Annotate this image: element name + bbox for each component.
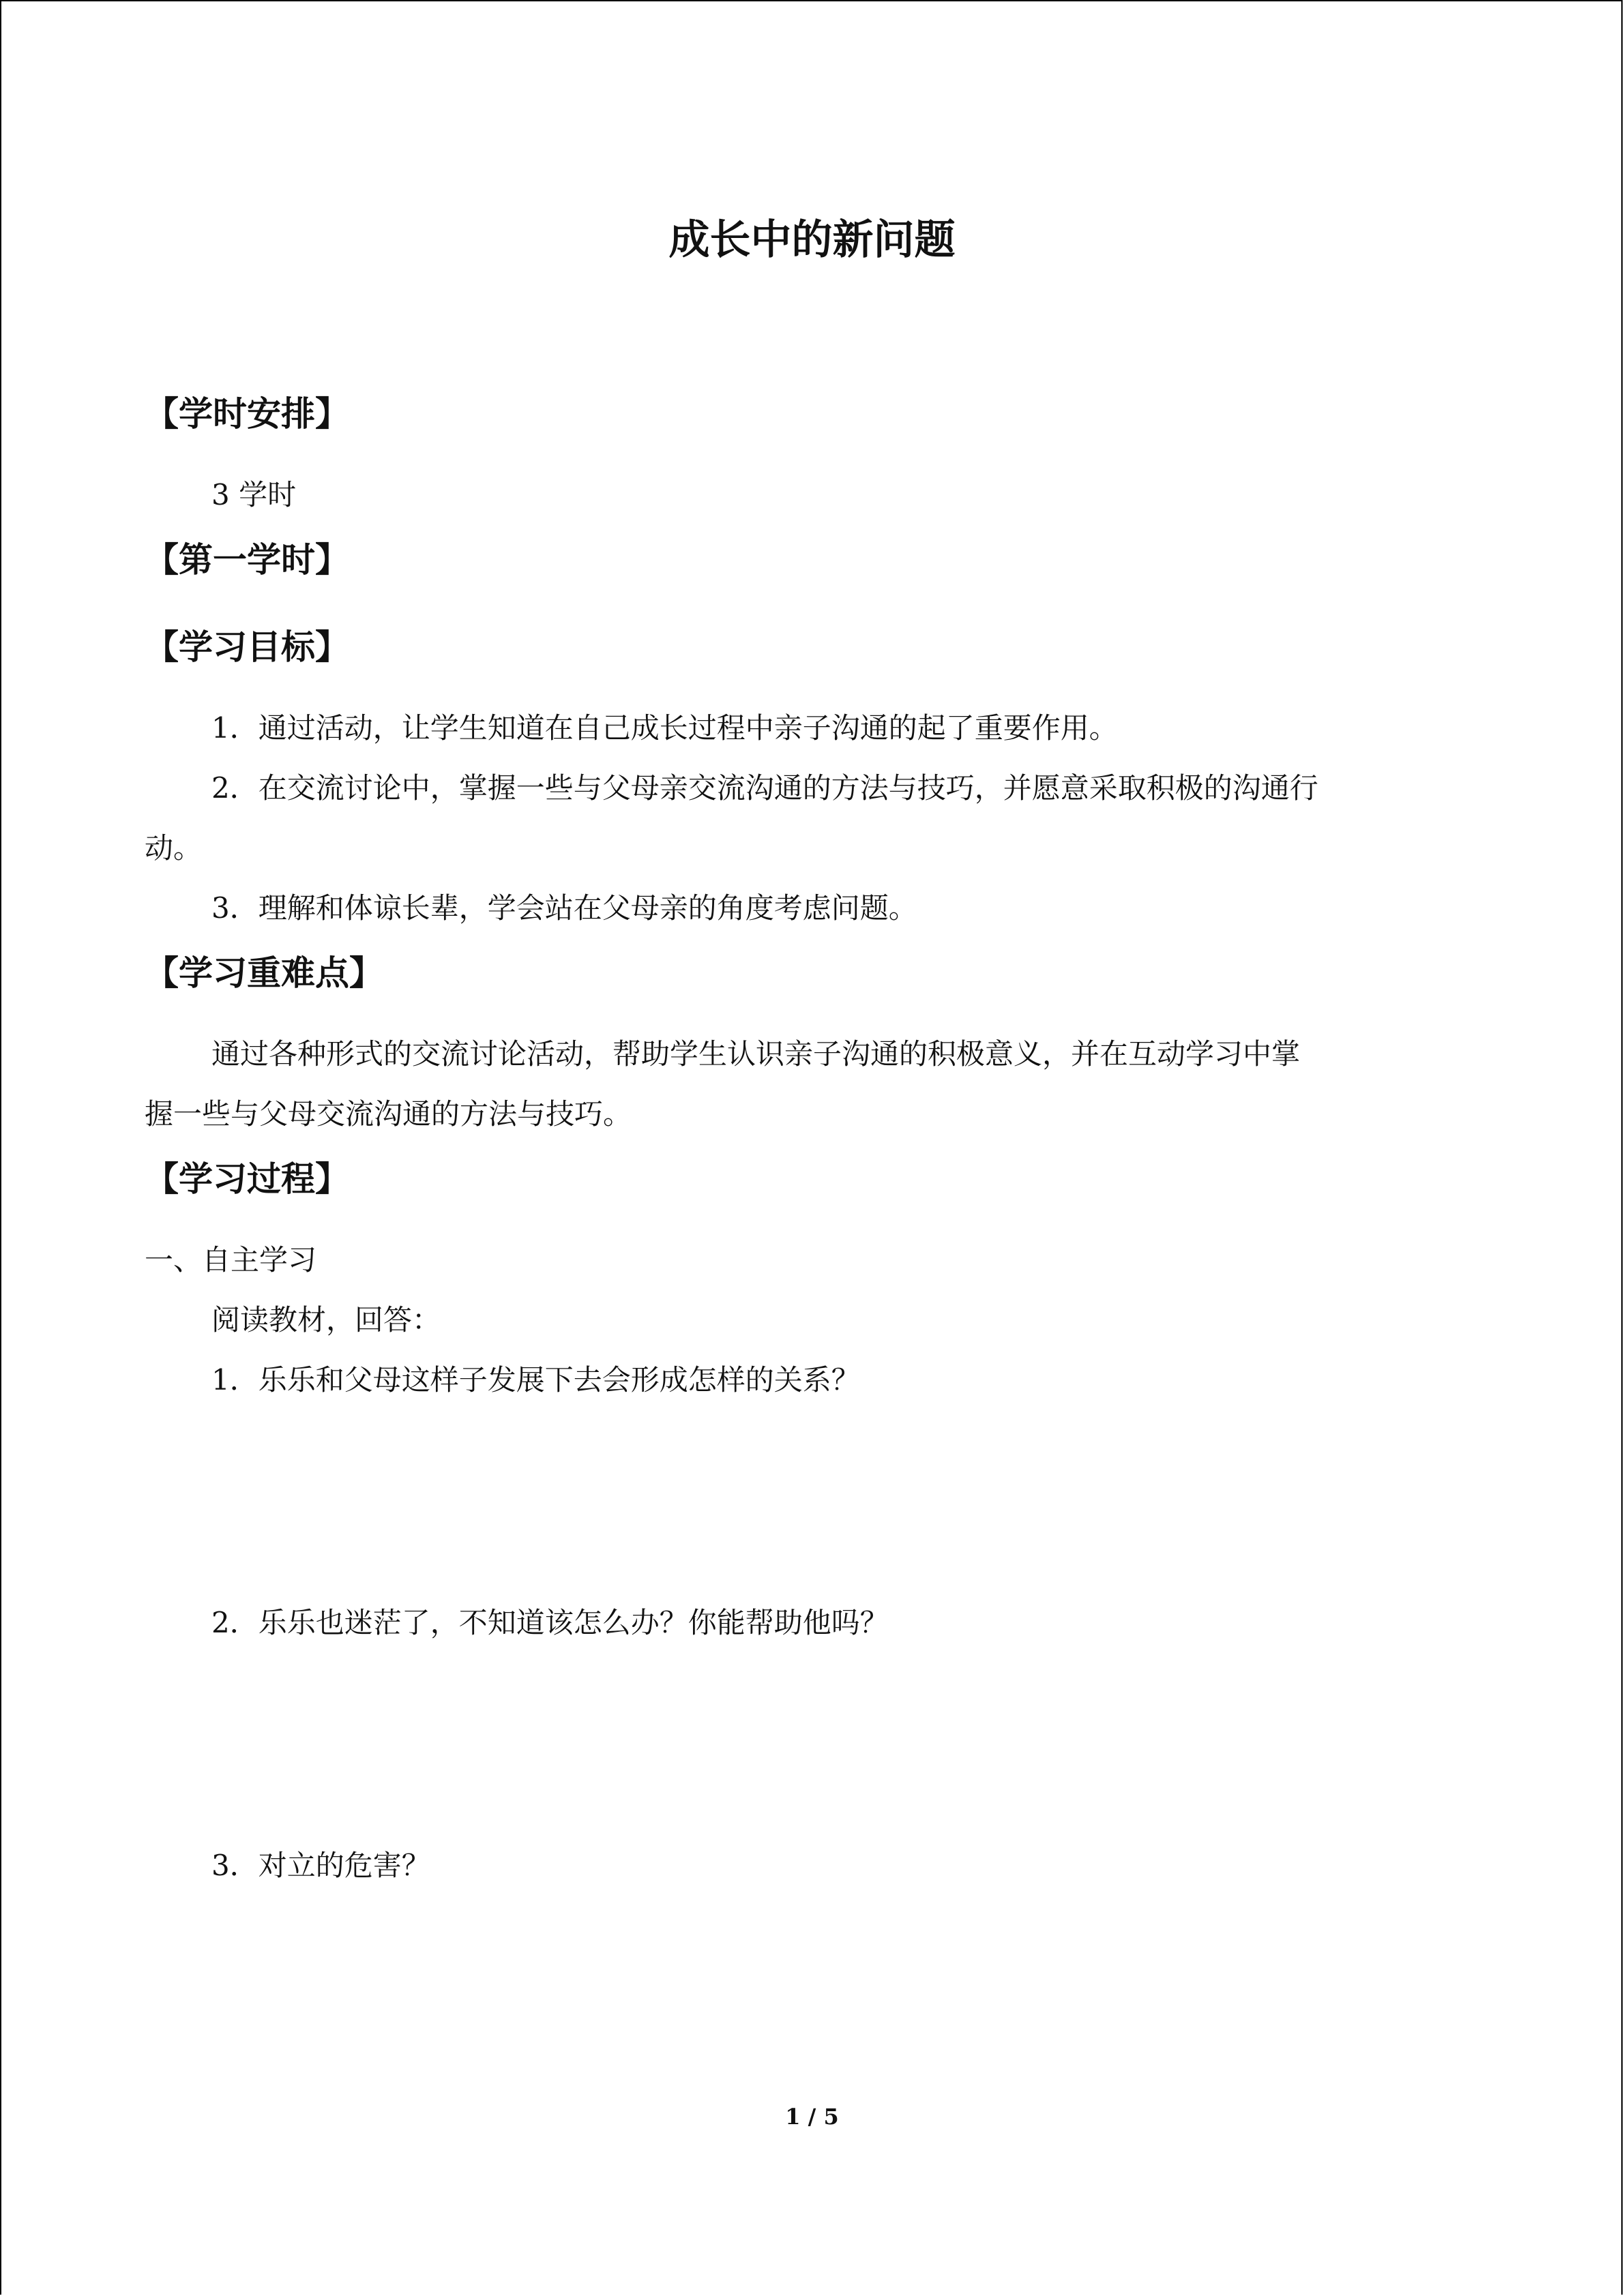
objective-2: 2．在交流讨论中，掌握一些与父母亲交流沟通的方法与技巧，并愿意采取积极的沟通行 [211, 771, 1318, 805]
self-study-heading: 一、自主学习 [145, 1243, 317, 1277]
question-1: 1．乐乐和父母这样子发展下去会形成怎样的关系？ [211, 1363, 860, 1397]
objective-3: 3．理解和体谅长辈，学会站在父母亲的角度考虑问题。 [211, 891, 917, 925]
objective-1: 1．通过活动，让学生知道在自己成长过程中亲子沟通的起了重要作用。 [211, 711, 1118, 745]
heading-key-points: 【学习重难点】 [145, 953, 383, 993]
objective-2-continued: 动。 [145, 831, 203, 865]
question-3: 3．对立的危害？ [211, 1849, 430, 1882]
key-points-line-1: 通过各种形式的交流讨论活动，帮助学生认识亲子沟通的积极意义，并在互动学习中掌 [211, 1037, 1301, 1071]
schedule-text: 3 学时 [211, 478, 297, 511]
key-points-line-2: 握一些与父母交流沟通的方法与技巧。 [145, 1097, 632, 1131]
self-study-intro: 阅读教材，回答： [211, 1303, 441, 1337]
question-2: 2．乐乐也迷茫了，不知道该怎么办？你能帮助他吗？ [211, 1606, 889, 1639]
heading-process: 【学习过程】 [145, 1159, 349, 1199]
heading-objectives: 【学习目标】 [145, 627, 349, 667]
heading-first-period: 【第一学时】 [145, 540, 349, 580]
document-title: 成长中的新问题 [668, 216, 956, 264]
heading-schedule: 【学时安排】 [145, 394, 349, 434]
page-number: 1 / 5 [785, 2104, 839, 2130]
